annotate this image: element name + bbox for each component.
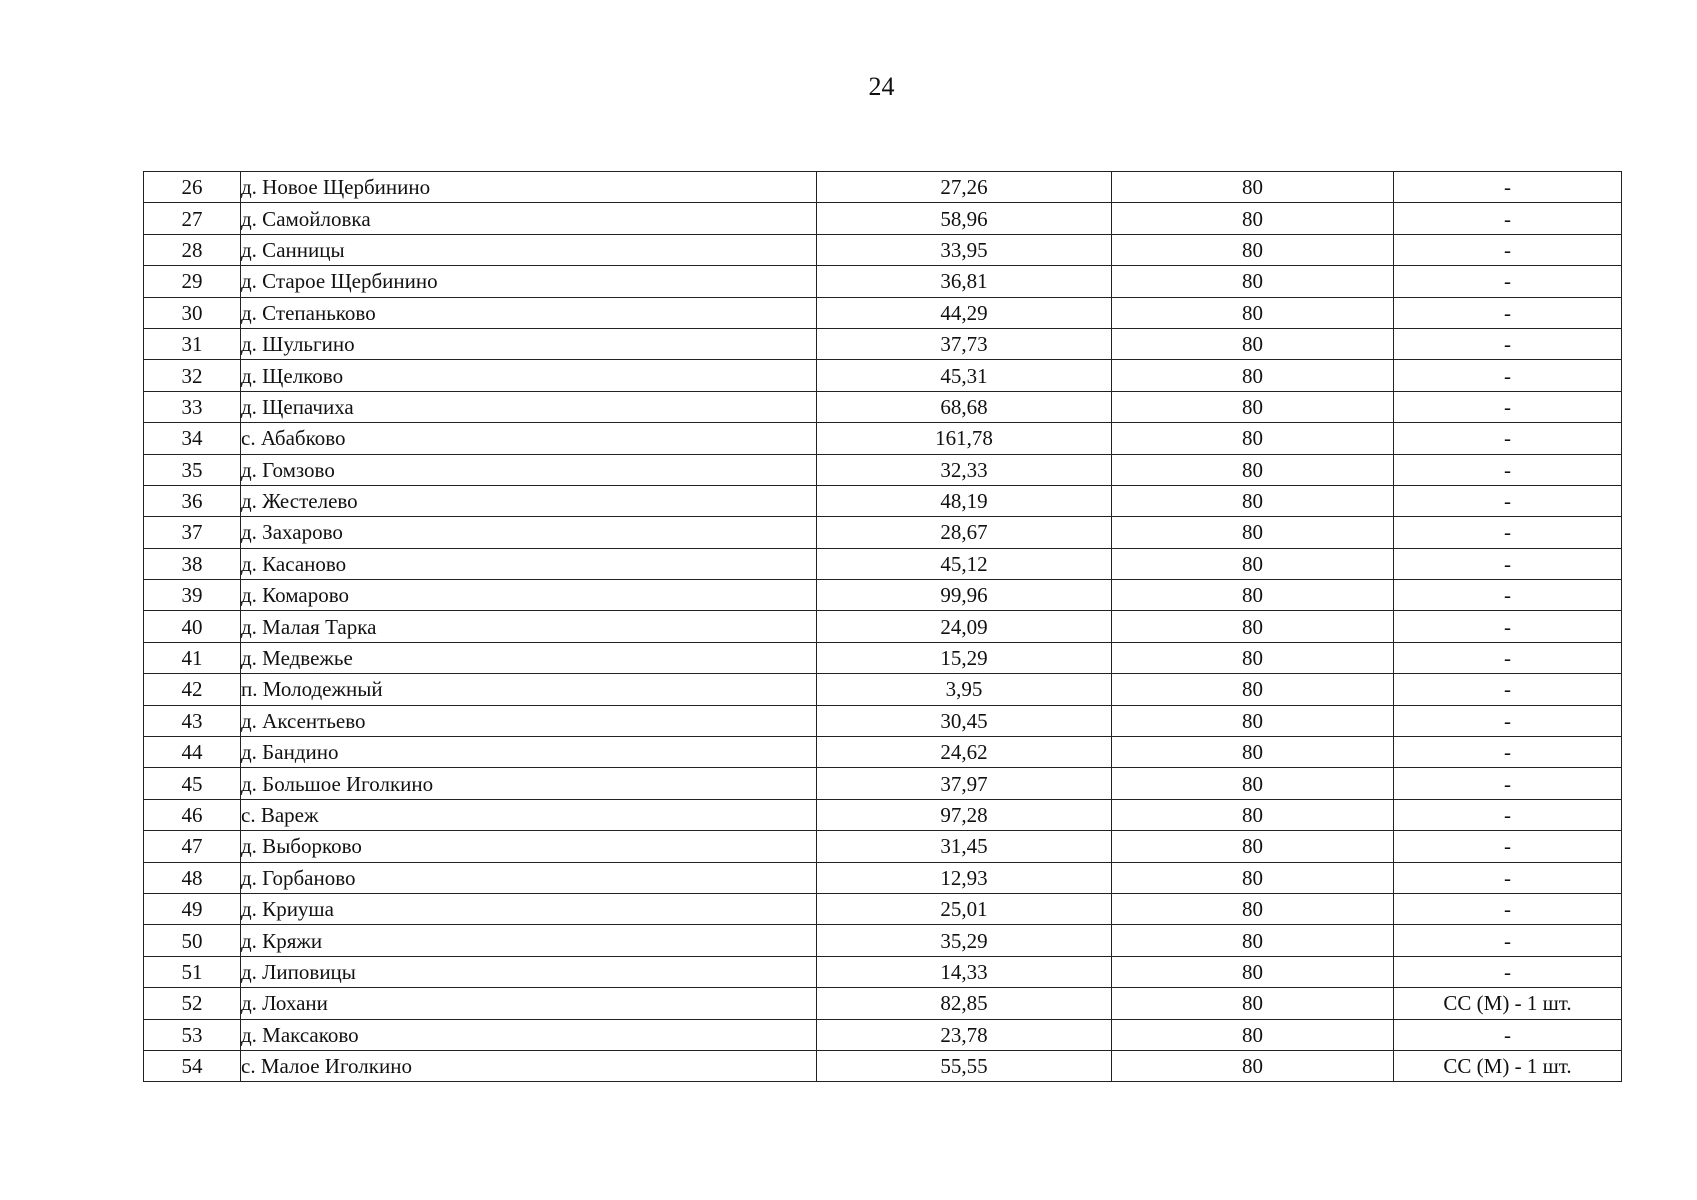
area-value-cell: 45,12 xyxy=(817,548,1112,579)
row-number-cell: 44 xyxy=(144,737,241,768)
area-value-cell: 25,01 xyxy=(817,893,1112,924)
value-cell: 80 xyxy=(1112,988,1394,1019)
table-row xyxy=(144,799,1622,830)
table-row xyxy=(144,328,1622,359)
area-value-cell: 28,67 xyxy=(817,517,1112,548)
value-cell: 80 xyxy=(1112,485,1394,516)
area-value-cell: 31,45 xyxy=(817,831,1112,862)
row-number-cell: 51 xyxy=(144,956,241,987)
settlement-name-cell: д. Лохани xyxy=(241,988,817,1019)
table-row xyxy=(144,925,1622,956)
area-value-cell: 14,33 xyxy=(817,956,1112,987)
note-cell: СС (М) - 1 шт. xyxy=(1394,1050,1622,1081)
note-cell: - xyxy=(1394,956,1622,987)
note-cell: - xyxy=(1394,391,1622,422)
row-number-cell: 34 xyxy=(144,423,241,454)
settlement-name-cell: д. Выборково xyxy=(241,831,817,862)
note-cell: - xyxy=(1394,328,1622,359)
value-cell: 80 xyxy=(1112,423,1394,454)
note-cell: - xyxy=(1394,517,1622,548)
row-number-cell: 37 xyxy=(144,517,241,548)
settlement-name-cell: д. Кряжи xyxy=(241,925,817,956)
value-cell: 80 xyxy=(1112,799,1394,830)
value-cell: 80 xyxy=(1112,297,1394,328)
table-row xyxy=(144,674,1622,705)
area-value-cell: 161,78 xyxy=(817,423,1112,454)
settlement-name-cell: д. Старое Щербинино xyxy=(241,266,817,297)
row-number-cell: 50 xyxy=(144,925,241,956)
row-number-cell: 32 xyxy=(144,360,241,391)
value-cell: 80 xyxy=(1112,956,1394,987)
value-cell: 80 xyxy=(1112,203,1394,234)
settlement-name-cell: п. Молодежный xyxy=(241,674,817,705)
area-value-cell: 27,26 xyxy=(817,172,1112,203)
table-body xyxy=(144,172,1622,1082)
row-number-cell: 33 xyxy=(144,391,241,422)
row-number-cell: 49 xyxy=(144,893,241,924)
row-number-cell: 54 xyxy=(144,1050,241,1081)
row-number-cell: 42 xyxy=(144,674,241,705)
table-row xyxy=(144,1050,1622,1081)
note-cell: - xyxy=(1394,234,1622,265)
row-number-cell: 36 xyxy=(144,485,241,516)
note-cell: - xyxy=(1394,172,1622,203)
row-number-cell: 27 xyxy=(144,203,241,234)
row-number-cell: 40 xyxy=(144,611,241,642)
area-value-cell: 58,96 xyxy=(817,203,1112,234)
table-row xyxy=(144,831,1622,862)
area-value-cell: 3,95 xyxy=(817,674,1112,705)
row-number-cell: 39 xyxy=(144,580,241,611)
settlement-name-cell: д. Жестелево xyxy=(241,485,817,516)
settlement-name-cell: д. Большое Иголкино xyxy=(241,768,817,799)
note-cell: - xyxy=(1394,360,1622,391)
area-value-cell: 82,85 xyxy=(817,988,1112,1019)
settlement-name-cell: д. Горбаново xyxy=(241,862,817,893)
settlement-name-cell: д. Степаньково xyxy=(241,297,817,328)
note-cell: - xyxy=(1394,454,1622,485)
table-row xyxy=(144,234,1622,265)
value-cell: 80 xyxy=(1112,768,1394,799)
table-row xyxy=(144,1019,1622,1050)
area-value-cell: 37,73 xyxy=(817,328,1112,359)
area-value-cell: 33,95 xyxy=(817,234,1112,265)
value-cell: 80 xyxy=(1112,642,1394,673)
area-value-cell: 32,33 xyxy=(817,454,1112,485)
row-number-cell: 43 xyxy=(144,705,241,736)
settlement-name-cell: д. Гомзово xyxy=(241,454,817,485)
settlement-name-cell: с. Вареж xyxy=(241,799,817,830)
table-row xyxy=(144,203,1622,234)
table-row xyxy=(144,172,1622,203)
settlement-name-cell: д. Комарово xyxy=(241,580,817,611)
table-row xyxy=(144,768,1622,799)
note-cell: - xyxy=(1394,297,1622,328)
note-cell: - xyxy=(1394,266,1622,297)
area-value-cell: 99,96 xyxy=(817,580,1112,611)
area-value-cell: 48,19 xyxy=(817,485,1112,516)
note-cell: - xyxy=(1394,925,1622,956)
table-row xyxy=(144,893,1622,924)
page-number: 24 xyxy=(868,72,895,101)
row-number-cell: 26 xyxy=(144,172,241,203)
value-cell: 80 xyxy=(1112,611,1394,642)
value-cell: 80 xyxy=(1112,266,1394,297)
row-number-cell: 46 xyxy=(144,799,241,830)
area-value-cell: 36,81 xyxy=(817,266,1112,297)
area-value-cell: 24,62 xyxy=(817,737,1112,768)
value-cell: 80 xyxy=(1112,172,1394,203)
row-number-cell: 41 xyxy=(144,642,241,673)
settlement-name-cell: д. Малая Тарка xyxy=(241,611,817,642)
value-cell: 80 xyxy=(1112,925,1394,956)
table-row xyxy=(144,266,1622,297)
table-row xyxy=(144,360,1622,391)
value-cell: 80 xyxy=(1112,360,1394,391)
note-cell: - xyxy=(1394,737,1622,768)
note-cell: - xyxy=(1394,203,1622,234)
value-cell: 80 xyxy=(1112,548,1394,579)
note-cell: - xyxy=(1394,611,1622,642)
row-number-cell: 53 xyxy=(144,1019,241,1050)
note-cell: - xyxy=(1394,1019,1622,1050)
note-cell: - xyxy=(1394,862,1622,893)
note-cell: - xyxy=(1394,768,1622,799)
area-value-cell: 44,29 xyxy=(817,297,1112,328)
area-value-cell: 37,97 xyxy=(817,768,1112,799)
value-cell: 80 xyxy=(1112,580,1394,611)
table-row xyxy=(144,611,1622,642)
note-cell: - xyxy=(1394,642,1622,673)
note-cell: - xyxy=(1394,705,1622,736)
row-number-cell: 30 xyxy=(144,297,241,328)
row-number-cell: 48 xyxy=(144,862,241,893)
area-value-cell: 68,68 xyxy=(817,391,1112,422)
value-cell: 80 xyxy=(1112,893,1394,924)
row-number-cell: 45 xyxy=(144,768,241,799)
settlement-name-cell: д. Бандино xyxy=(241,737,817,768)
row-number-cell: 31 xyxy=(144,328,241,359)
area-value-cell: 35,29 xyxy=(817,925,1112,956)
settlement-name-cell: д. Касаново xyxy=(241,548,817,579)
area-value-cell: 30,45 xyxy=(817,705,1112,736)
row-number-cell: 47 xyxy=(144,831,241,862)
value-cell: 80 xyxy=(1112,234,1394,265)
note-cell: - xyxy=(1394,548,1622,579)
settlement-name-cell: д. Криуша xyxy=(241,893,817,924)
value-cell: 80 xyxy=(1112,391,1394,422)
note-cell: - xyxy=(1394,893,1622,924)
settlement-name-cell: д. Аксентьево xyxy=(241,705,817,736)
settlement-name-cell: д. Щепачиха xyxy=(241,391,817,422)
table-row xyxy=(144,454,1622,485)
area-value-cell: 12,93 xyxy=(817,862,1112,893)
row-number-cell: 38 xyxy=(144,548,241,579)
settlement-name-cell: д. Максаково xyxy=(241,1019,817,1050)
area-value-cell: 23,78 xyxy=(817,1019,1112,1050)
area-value-cell: 15,29 xyxy=(817,642,1112,673)
value-cell: 80 xyxy=(1112,674,1394,705)
table-row xyxy=(144,423,1622,454)
settlement-name-cell: д. Новое Щербинино xyxy=(241,172,817,203)
value-cell: 80 xyxy=(1112,1019,1394,1050)
settlement-name-cell: д. Захарово xyxy=(241,517,817,548)
table-row xyxy=(144,988,1622,1019)
settlement-name-cell: д. Щелково xyxy=(241,360,817,391)
table-row xyxy=(144,548,1622,579)
settlements-table xyxy=(143,171,1622,1082)
area-value-cell: 24,09 xyxy=(817,611,1112,642)
area-value-cell: 45,31 xyxy=(817,360,1112,391)
settlement-name-cell: д. Санницы xyxy=(241,234,817,265)
settlement-name-cell: с. Малое Иголкино xyxy=(241,1050,817,1081)
value-cell: 80 xyxy=(1112,831,1394,862)
table-row xyxy=(144,862,1622,893)
table-row xyxy=(144,391,1622,422)
row-number-cell: 28 xyxy=(144,234,241,265)
settlement-name-cell: д. Шульгино xyxy=(241,328,817,359)
value-cell: 80 xyxy=(1112,517,1394,548)
table-row xyxy=(144,737,1622,768)
table-row xyxy=(144,956,1622,987)
area-value-cell: 97,28 xyxy=(817,799,1112,830)
note-cell: - xyxy=(1394,580,1622,611)
settlement-name-cell: с. Абабково xyxy=(241,423,817,454)
note-cell: - xyxy=(1394,831,1622,862)
settlement-name-cell: д. Самойловка xyxy=(241,203,817,234)
note-cell: - xyxy=(1394,799,1622,830)
value-cell: 80 xyxy=(1112,862,1394,893)
value-cell: 80 xyxy=(1112,1050,1394,1081)
note-cell: - xyxy=(1394,674,1622,705)
value-cell: 80 xyxy=(1112,705,1394,736)
note-cell: - xyxy=(1394,423,1622,454)
table-row xyxy=(144,642,1622,673)
row-number-cell: 52 xyxy=(144,988,241,1019)
value-cell: 80 xyxy=(1112,454,1394,485)
area-value-cell: 55,55 xyxy=(817,1050,1112,1081)
settlement-name-cell: д. Медвежье xyxy=(241,642,817,673)
note-cell: - xyxy=(1394,485,1622,516)
table-row xyxy=(144,580,1622,611)
table-row xyxy=(144,705,1622,736)
value-cell: 80 xyxy=(1112,328,1394,359)
note-cell: СС (М) - 1 шт. xyxy=(1394,988,1622,1019)
settlement-name-cell: д. Липовицы xyxy=(241,956,817,987)
row-number-cell: 29 xyxy=(144,266,241,297)
row-number-cell: 35 xyxy=(144,454,241,485)
value-cell: 80 xyxy=(1112,737,1394,768)
table-row xyxy=(144,517,1622,548)
table-row xyxy=(144,297,1622,328)
table-row xyxy=(144,485,1622,516)
